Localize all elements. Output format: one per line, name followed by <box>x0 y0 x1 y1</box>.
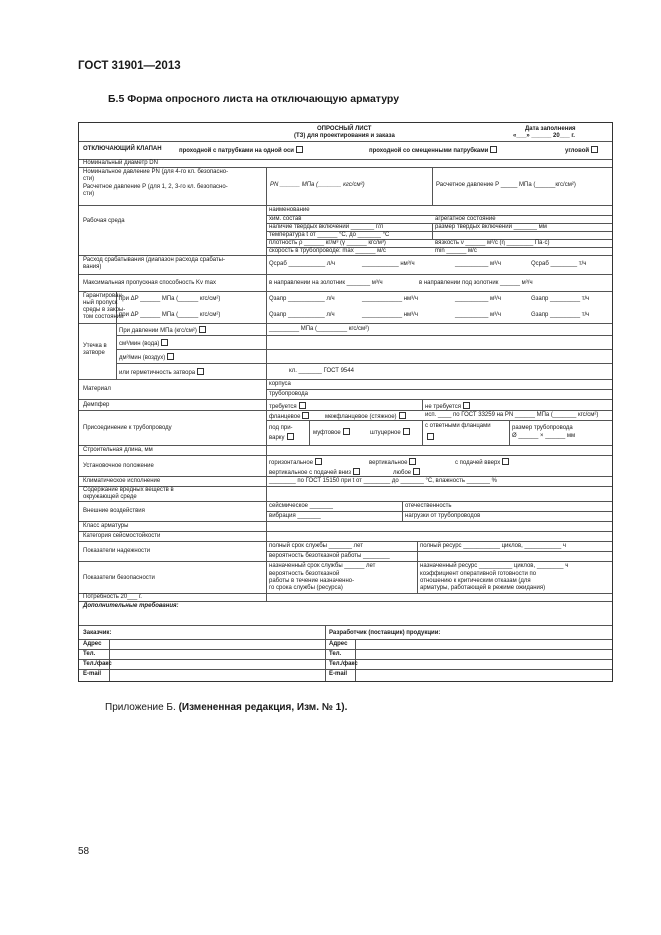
row-install: Установочное положение <box>83 463 154 469</box>
col-rule <box>422 420 423 445</box>
conn-weld[interactable] <box>269 433 294 442</box>
checkbox[interactable] <box>296 146 303 153</box>
install-vertical-label: вертикальное <box>369 460 408 466</box>
row-harm: окружающей среде <box>83 494 137 500</box>
row-seismic: Категория сейсмостойкости <box>83 533 161 539</box>
leak-air[interactable] <box>119 353 174 362</box>
customer-address: Адрес <box>83 641 102 647</box>
developer-phone: Тел. <box>329 651 342 657</box>
col-rule <box>266 167 267 561</box>
option-same-axis-label: проходной с патрубками на одной оси <box>179 148 294 154</box>
date-label: Дата заполнения <box>525 126 576 132</box>
option-offset-label: проходной со смещенными патрубками <box>369 148 489 154</box>
install-down-label: вертикальное с подачей вниз <box>269 470 352 476</box>
checkbox[interactable] <box>413 468 420 475</box>
safety-coef: арматуры, работающей в режиме ожидания) <box>420 585 546 591</box>
col-rule <box>325 625 326 681</box>
climate-field[interactable]: ________ по ГОСТ 15150 при t от ________ до _______ °С, влажность _______ % <box>269 478 497 484</box>
developer-fax: Тел./факс <box>329 661 358 667</box>
leak-tight-label: или герметичность затвора <box>119 370 196 376</box>
conn-coupling[interactable] <box>313 428 350 437</box>
option-same-axis[interactable] <box>179 146 303 155</box>
conn-coupling-label: муфтовое <box>313 430 341 436</box>
appendix-edition: (Измененная редакция, Изм. № 1). <box>178 702 348 713</box>
customer-label: Заказчик: <box>83 630 112 636</box>
col-rule <box>402 501 403 521</box>
checkbox[interactable] <box>427 433 434 440</box>
row-guarantee: том состоянии <box>83 314 124 320</box>
rule <box>79 625 612 626</box>
medium-speed[interactable]: скорость в трубопроводе: max ______ м/с <box>269 248 386 254</box>
conn-fitting[interactable] <box>370 428 410 437</box>
gzap-field[interactable]: Gзапр _________ т/ч <box>531 296 590 302</box>
row-pn: Номинальное давление PN (для 4-го кл. безопасно- <box>83 169 229 175</box>
medium-size[interactable]: размер твердых включений _______ мм <box>435 224 547 230</box>
rule <box>266 389 612 390</box>
checkbox[interactable] <box>343 428 350 435</box>
row-need[interactable]: Потребность 20___ г. <box>83 594 142 600</box>
qzap-field[interactable]: Qзапр ___________ л/ч <box>269 296 335 302</box>
conn-flange[interactable] <box>269 412 309 421</box>
rule <box>266 551 612 552</box>
medium-temp[interactable]: температура t от ______ °С, до _______ °С <box>269 232 390 238</box>
rule <box>116 335 612 336</box>
rule <box>79 323 612 324</box>
install-vertical[interactable] <box>369 458 416 467</box>
leak-tight[interactable] <box>119 368 204 377</box>
checkbox[interactable] <box>490 146 497 153</box>
checkbox[interactable] <box>302 412 309 419</box>
rule <box>116 363 612 364</box>
conn-counter-flange[interactable] <box>425 433 434 442</box>
col-rule <box>417 561 418 593</box>
standard-header: ГОСТ 31901—2013 <box>78 60 181 72</box>
gzap-field[interactable]: Gзапр _________ т/ч <box>531 312 590 318</box>
medium-name[interactable]: наименование <box>269 207 310 213</box>
rule <box>79 379 612 380</box>
date-field[interactable]: «___» ______ 20___ г. <box>513 133 575 139</box>
install-any-label: любое <box>393 470 412 476</box>
row-dn: Номинальный диаметр DN <box>83 160 158 166</box>
safety-named-life[interactable]: назначенный срок службы ______ лет <box>269 563 376 569</box>
row-length: Строительная длина, мм <box>83 447 153 453</box>
flow-field[interactable]: Qсраб ________ т/ч <box>531 261 587 267</box>
rule <box>79 659 612 660</box>
rule <box>266 511 612 512</box>
conn-counter-flange-label: с ответными фланцами <box>425 423 491 429</box>
rule <box>79 521 612 522</box>
rule <box>79 410 612 411</box>
kmax-field[interactable]: в направлении на золотник _______ м³/ч <box>269 280 383 286</box>
medium-agg[interactable]: агрегатное состояние <box>435 216 496 222</box>
rule <box>79 205 612 206</box>
row-guarantee: ный пропуск <box>83 300 118 306</box>
rule <box>79 561 612 562</box>
rule <box>79 291 612 292</box>
row-kmax: Максимальная пропускная способность Kv max <box>83 280 217 286</box>
leak-class[interactable]: кл. _______ ГОСТ 9544 <box>289 368 354 374</box>
row-damper: Демпфер <box>83 402 110 408</box>
rule <box>79 639 612 640</box>
conn-weld[interactable]: под при- <box>269 425 293 431</box>
col-rule <box>432 167 433 205</box>
row-pr: Расчетное давление P (для 1, 2, 3-го кл. безопасно- <box>83 184 228 190</box>
checkbox[interactable] <box>403 428 410 435</box>
row-leak: затворе <box>83 350 105 356</box>
flow-field[interactable]: Qсраб ___________ л/ч <box>269 261 336 267</box>
col-rule <box>417 541 418 561</box>
conn-interflange-label: межфланцевое (стяжное) <box>325 414 397 420</box>
damper-not-required-label: не требуется <box>425 404 461 410</box>
col-rule <box>109 639 110 681</box>
developer-address: Адрес <box>329 641 348 647</box>
row-safety: Показатели безопасности <box>83 575 155 581</box>
row-medium: Рабочая среда <box>83 218 125 224</box>
pipe-size-field[interactable]: Ø ______ × ______ мм <box>512 433 576 439</box>
rule <box>266 420 612 421</box>
developer-label: Разработчик (поставщик) продукции: <box>329 630 441 636</box>
leak-pressure-field[interactable]: _________ МПа (_________ кгс/см²) <box>269 326 370 332</box>
rule <box>79 455 612 456</box>
row-flow: вания) <box>83 264 102 270</box>
leak-water-label: см³/мин (вода) <box>119 341 160 347</box>
install-horizontal-label: горизонтальное <box>269 460 314 466</box>
install-up[interactable] <box>455 458 509 467</box>
row-pr: сти) <box>83 191 95 197</box>
col-rule <box>422 399 423 410</box>
row-guarantee: среды в закры- <box>83 307 126 313</box>
safety-coef: отношению к критическим отказам (для <box>420 578 531 584</box>
rule <box>79 255 612 256</box>
rule <box>79 501 612 502</box>
install-up-label: с подачей вверх <box>455 460 501 466</box>
flow-field[interactable]: __________ м³/ч <box>455 261 501 267</box>
rel-full-resource[interactable]: полный ресурс ___________ циклов, ___________ ч <box>420 543 566 549</box>
checkbox[interactable] <box>287 433 294 440</box>
developer-email: E-mail <box>329 671 348 677</box>
install-down[interactable] <box>269 468 360 477</box>
material-pipe[interactable]: трубопровода <box>269 391 308 397</box>
rule <box>79 649 612 650</box>
safety-prob: го срока службы (ресурса) <box>269 585 343 591</box>
col-rule <box>309 420 310 445</box>
customer-email: E-mail <box>83 671 102 677</box>
leak-pressure[interactable] <box>119 326 206 335</box>
row-material: Материал <box>83 386 111 392</box>
row-harm: Содержание вредных веществ в <box>83 487 174 493</box>
medium-speed-min[interactable]: min ______ м/с <box>435 248 477 254</box>
section-title: Б.5 Форма опросного листа на отключающую арматуру <box>108 93 400 105</box>
rule <box>79 541 612 542</box>
checkbox[interactable] <box>463 402 470 409</box>
customer-phone: Тел. <box>83 651 96 657</box>
ext-pipe-loads[interactable]: нагрузки от трубопроводов <box>405 513 481 519</box>
checkbox[interactable] <box>502 458 509 465</box>
form-subtitle: (ТЗ) для проектирования и заказа <box>294 133 395 139</box>
checkbox[interactable] <box>353 468 360 475</box>
row-flow: Расход срабатывания (диапазон расхода срабаты- <box>83 257 225 263</box>
rule <box>79 593 612 594</box>
ext-vibration[interactable]: вибрация _______ <box>269 513 321 519</box>
ext-seismic[interactable]: сейсмическое _______ <box>269 503 334 509</box>
questionnaire-form <box>78 122 613 682</box>
rule <box>79 399 612 400</box>
row-reliability: Показатели надежности <box>83 548 151 554</box>
option-offset[interactable] <box>369 146 497 155</box>
qzap-field[interactable]: ____________ нм³/ч <box>362 312 418 318</box>
appendix-note <box>105 702 347 713</box>
pipe-size-label: размер трубопровода <box>512 425 573 431</box>
material-body[interactable]: корпуса <box>269 381 291 387</box>
leak-water[interactable] <box>119 339 168 348</box>
safety-coef: коэффициент оперативной готовности по <box>420 571 537 577</box>
checkbox[interactable] <box>591 146 598 153</box>
row-class: Класс арматуры <box>83 523 129 529</box>
rule <box>79 167 612 168</box>
valve-label: ОТКЛЮЧАЮЩИЙ КЛАПАН <box>83 146 162 152</box>
rule <box>79 531 612 532</box>
rule <box>79 669 612 670</box>
dp-field[interactable]: при ΔP ______ МПа (______ кгс/см²) <box>119 296 221 302</box>
leak-air-label: дм³/мин (воздух) <box>119 355 166 361</box>
medium-viscosity[interactable]: вязкость ν ______ м²/с (η ________ Па·с) <box>435 240 550 246</box>
medium-chem[interactable]: хим. состав <box>269 216 302 222</box>
appendix-prefix: Приложение Б. <box>105 702 176 713</box>
damper-required-label: требуется <box>269 404 297 410</box>
damper-required[interactable] <box>269 402 306 411</box>
safety-prob: вероятность безотказной <box>269 571 340 577</box>
pr-field[interactable]: Расчетное давление P _____ МПа (______кгс/см²) <box>436 182 576 188</box>
qzap-field[interactable]: __________ м³/ч <box>455 296 501 302</box>
customer-fax: Тел./факс <box>83 661 112 667</box>
form-title: ОПРОСНЫЙ ЛИСТ <box>317 126 372 132</box>
checkbox[interactable] <box>199 326 206 333</box>
conn-fitting-label: штуцерное <box>370 430 401 436</box>
row-connection: Присоединение к трубопроводу <box>83 425 172 431</box>
flow-field[interactable]: ___________ нм³/ч <box>362 261 415 267</box>
medium-solids[interactable]: наличие твердых включений _______ г/л <box>269 224 384 230</box>
checkbox[interactable] <box>161 339 168 346</box>
leak-pressure-label: При давлении МПа (кгс/см²) <box>119 328 197 334</box>
conn-spec-field[interactable]: исп. ____ по ГОСТ 33259 на PN ______ МПа (_______ кгс/см²) <box>425 412 599 418</box>
qzap-field[interactable]: __________ м³/ч <box>455 312 501 318</box>
rule <box>79 274 612 275</box>
col-rule <box>116 323 117 379</box>
safety-prob: работы в течение назначенно- <box>269 578 355 584</box>
row-external: Внешние воздействия <box>83 508 145 514</box>
option-angle[interactable] <box>565 146 598 155</box>
row-extra: Дополнительные требования: <box>83 603 179 609</box>
row-climate: Климатическое исполнение <box>83 478 161 484</box>
col-rule <box>509 420 510 445</box>
conn-flange-label: фланцевое <box>269 414 301 420</box>
page-number: 58 <box>78 846 90 857</box>
rel-probability[interactable]: вероятность безотказной работы ________ <box>269 553 390 559</box>
checkbox[interactable] <box>167 353 174 360</box>
checkbox[interactable] <box>197 368 204 375</box>
qzap-field[interactable]: ____________ нм³/ч <box>362 296 418 302</box>
conn-weld-label: варку <box>269 435 285 441</box>
safety-named-resource[interactable]: назначенный ресурс __________ циклов, ________ ч <box>420 563 569 569</box>
option-angle-label: угловой <box>565 148 590 154</box>
row-leak: Утечка в <box>83 343 107 349</box>
checkbox[interactable] <box>409 458 416 465</box>
damper-not-required[interactable] <box>425 402 470 411</box>
checkbox[interactable] <box>299 402 306 409</box>
col-rule <box>432 223 433 239</box>
rule <box>79 141 612 142</box>
dp-field[interactable]: при ΔP ______ МПа (______ кгс/см²) <box>119 312 221 318</box>
install-horizontal[interactable] <box>269 458 322 467</box>
pn-field[interactable]: PN ______ МПа (_______ кгс/см²) <box>270 182 365 188</box>
row-pn: сти) <box>83 176 95 182</box>
row-guarantee: Гарантирован- <box>83 293 124 299</box>
qzap-field[interactable]: Qзапр ___________ л/ч <box>269 312 335 318</box>
install-any[interactable] <box>393 468 420 477</box>
rule <box>79 601 612 602</box>
rule <box>116 349 612 350</box>
conn-interflange[interactable] <box>325 412 406 421</box>
rel-full-life[interactable]: полный срок службы _______ лет <box>269 543 364 549</box>
checkbox[interactable] <box>315 458 322 465</box>
col-rule <box>355 639 356 681</box>
medium-density[interactable]: плотность ρ ______ кг/м³ (γ ______ кгс/м³) <box>269 240 386 246</box>
rule <box>79 445 612 446</box>
checkbox[interactable] <box>399 412 406 419</box>
rule <box>79 159 612 160</box>
kmax-field[interactable]: в направлении под золотник ______ м³/ч <box>419 280 533 286</box>
col-rule <box>266 561 267 601</box>
ext-domestic[interactable]: отечественность <box>405 503 452 509</box>
